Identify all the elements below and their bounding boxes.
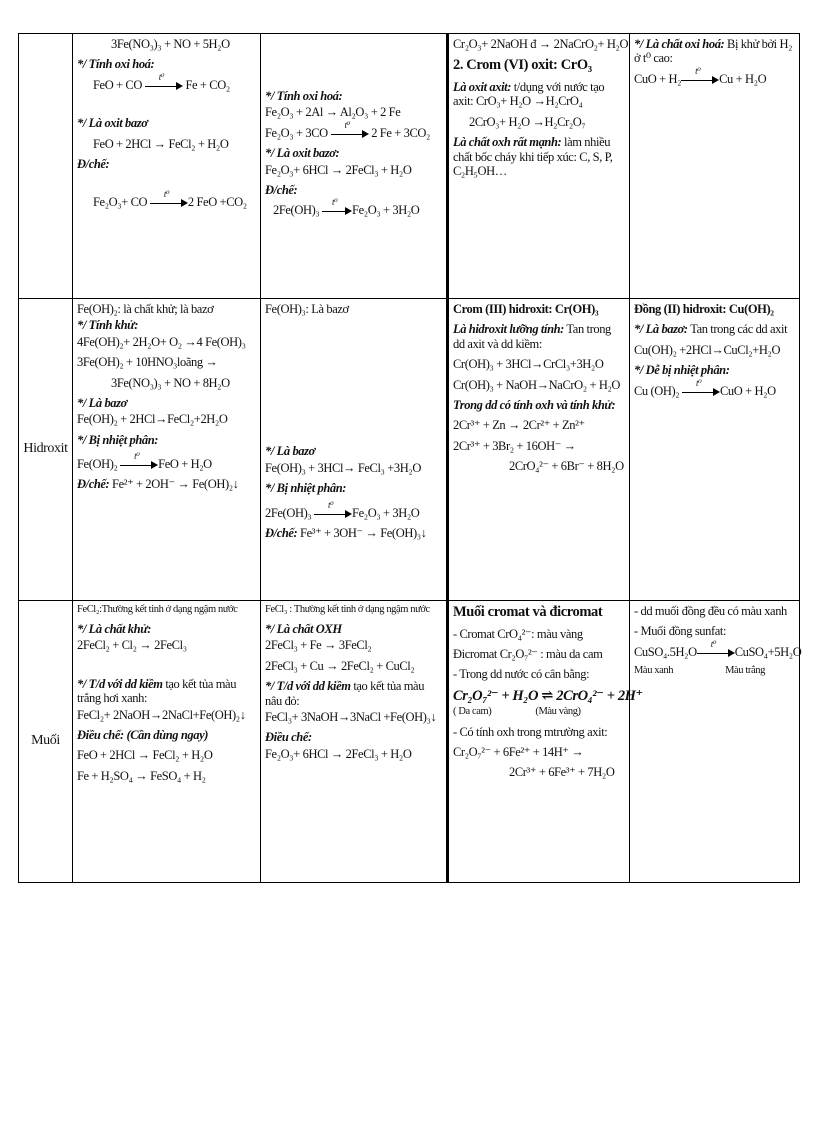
heat-arrow-icon: t⁰ xyxy=(697,648,735,658)
heat-arrow-icon: t⁰ xyxy=(314,509,352,519)
heading-base: */ Là bazơ xyxy=(265,444,315,459)
heading-cro3: 2. Crom (VI) oxit: CrO₃ xyxy=(453,57,592,74)
paragraph: Fe(OH)₂: là chất khử; là bazơ xyxy=(77,302,214,316)
cell-hidroxit-cu xyxy=(630,299,800,601)
table-row-oxit xyxy=(19,34,800,299)
heading-thermal: */ Bị nhiệt phân: xyxy=(77,432,159,447)
heading-preparation: Điều chế: (Cần dùng ngay) xyxy=(77,727,208,742)
cell-hidroxit-fe2 xyxy=(73,299,261,601)
equation: Cu (OH)₂ t⁰ CuO + H₂O xyxy=(634,377,776,398)
table-row-muoi xyxy=(19,601,800,883)
equation: 2Cr³⁺ + 3Br₂ + 16OH⁻ → xyxy=(453,438,576,453)
chemistry-summary-table xyxy=(18,33,800,883)
heading-basic-oxide: */ Là oxit bazơ xyxy=(77,116,148,131)
equation: 2CrO₃+ H₂O →H₂Cr₂O₇ xyxy=(469,114,586,129)
cell-oxit-fe3 xyxy=(261,34,448,299)
equation: Fe(OH)₃ + 3HCl→ FeCl₃ +3H₂O xyxy=(265,460,421,475)
equation: Cr₂O₇²⁻ + H₂O ⇌ 2CrO₄²⁻ + 2H⁺ xyxy=(453,687,643,704)
row-header-muoi: Muối xyxy=(19,601,73,883)
cell-muoi-fe3 xyxy=(261,601,448,883)
equation: FeO + 2HCl → FeCl₂ + H₂O xyxy=(77,748,213,763)
paragraph: Là chất oxh rất mạnh: làm nhiều chất bốc cháy khi tiếp xúc: C, S, P, C₂H₅OH… xyxy=(453,135,613,178)
equation: Fe + H₂SO₄ → FeSO₄ + H₂ xyxy=(77,768,206,783)
heat-arrow-icon: t⁰ xyxy=(331,129,369,139)
heading-reducing: */ Là chất khử: xyxy=(77,622,152,637)
cell-hidroxit-cr xyxy=(448,299,630,601)
cell-oxit-fe2 xyxy=(73,34,261,299)
paragraph: Đicromat Cr₂O₇²⁻ : màu da cam xyxy=(453,647,603,662)
heading-reducing: */ Tính khử: xyxy=(77,318,139,333)
heading-thermal: */ Dễ bị nhiệt phân: xyxy=(634,363,730,378)
equation: Fe₂O₃+ 6HCl → 2FeCl₃ + H₂O xyxy=(265,746,412,761)
paragraph: FeCl₃ : Thường kết tinh ở dạng ngậm nước xyxy=(265,604,430,615)
equation: Đ/chế: Fe²⁺ + 2OH⁻ → Fe(OH)₂↓ xyxy=(77,477,239,492)
equation: Cr₂O₃+ 2NaOH đ → 2NaCrO₂+ H₂O xyxy=(453,37,629,51)
paragraph: */ Là bazơ: Tan trong các dd axit xyxy=(634,322,788,337)
paragraph: */ T/d với dd kiềm tạo kết tủa màu trắng hơi xanh: xyxy=(77,676,237,706)
cell-oxit-cr xyxy=(448,34,630,299)
paragraph: */ Là chất oxi hoá: Bị khử bởi H₂ ở t⁰ cao: xyxy=(634,37,793,66)
equation: 2Cr³⁺ + Zn → 2Cr²⁺ + Zn²⁺ xyxy=(453,418,585,433)
equation: Cu(OH)₂ +2HCl→CuCl₂+H₂O xyxy=(634,342,781,357)
heading-preparation: Đ/chế: xyxy=(265,182,298,197)
heading-thermal: */ Bị nhiệt phân: xyxy=(265,481,347,496)
equation: CuSO₄.5H₂O t⁰ CuSO₄+5H₂O xyxy=(634,638,802,659)
equation: CuO + H₂ t⁰ Cu + H₂O xyxy=(634,65,767,86)
heading-oxidizing: */ Tính oxi hoá: xyxy=(77,57,155,72)
equation: FeO + 2HCl → FeCl₂ + H₂O xyxy=(93,136,229,151)
paragraph: Fe(OH)₃: Là bazơ xyxy=(265,302,349,316)
row-header-hidroxit: Hidroxit xyxy=(19,299,73,601)
heading-base: */ Là bazơ xyxy=(77,395,127,410)
heading-chromate: Muối cromat và đicromat xyxy=(453,604,603,620)
heading-redox: Trong dd có tính oxh và tính khử: xyxy=(453,397,616,412)
paragraph: - Muối đồng sunfat: xyxy=(634,624,727,639)
equation: 2FeCl₂ + Cl₂ → 2FeCl₃ xyxy=(77,638,187,653)
cell-hidroxit-fe3 xyxy=(261,299,448,601)
equation: Fe(OH)₂ t⁰ FeO + H₂O xyxy=(77,451,212,471)
equation: Fe₂O₃ + 2Al → Al₂O₃ + 2 Fe xyxy=(265,105,401,120)
heading-preparation: Điều chế: xyxy=(265,730,312,745)
equation: Fe(OH)₂ + 2HCl→FeCl₂+2H₂O xyxy=(77,412,228,427)
table-row-hidroxit xyxy=(19,299,800,601)
paragraph: */ T/d với dd kiềm tạo kết tủa màu nâu đỏ: xyxy=(265,679,425,708)
caption: ( Da cam) (Màu vàng) xyxy=(453,706,581,718)
equation: 2FeCl₃ + Cu → 2FeCl₂ + CuCl₂ xyxy=(265,658,415,673)
cell-muoi-fe2 xyxy=(73,601,261,883)
equation: Cr(OH)₃ + 3HCl→CrCl₃+3H₂O xyxy=(453,357,604,372)
equation: Fe₂O₃+ 6HCl → 2FeCl₃ + H₂O xyxy=(265,162,412,177)
equation: FeO + CO t⁰ Fe + CO₂ xyxy=(93,71,230,92)
paragraph: Là oxit axit: t/dụng với nước tạo axit: CrO₃+ H₂O →H₂CrO₄ xyxy=(453,80,605,109)
heading-cr-oh3: Crom (III) hidroxit: Cr(OH)₃ xyxy=(453,302,599,316)
equation: 2CrO₄²⁻ + 6Br⁻ + 8H₂O xyxy=(509,459,624,473)
heading-basic-oxide: */ Là oxit bazơ: xyxy=(265,146,340,161)
equation: FeCl₂+ 2NaOH→2NaCl+Fe(OH)₂↓ xyxy=(77,707,246,722)
equation: Cr(OH)₃ + NaOH→NaCrO₂ + H₂O xyxy=(453,377,621,392)
paragraph: Là hidroxit lưỡng tính: Tan trong dd axit và dd kiềm: xyxy=(453,322,611,351)
caption: Màu xanh Màu trắng xyxy=(634,665,765,677)
equation: Cr₂O₇²⁻ + 6Fe²⁺ + 14H⁺ → xyxy=(453,744,584,759)
cell-muoi-cu xyxy=(630,601,800,883)
equation: 2FeCl₃ + Fe → 3FeCl₂ xyxy=(265,638,372,653)
heat-arrow-icon: t⁰ xyxy=(322,206,352,216)
paragraph: - Trong dd nước có cân bằng: xyxy=(453,667,590,682)
heading-preparation: Đ/chế: xyxy=(77,156,110,171)
paragraph: - dd muối đồng đều có màu xanh xyxy=(634,604,787,618)
cell-muoi-cr xyxy=(448,601,643,883)
equation: FeCl₃+ 3NaOH→3NaCl +Fe(OH)₃↓ xyxy=(265,709,437,724)
equation: Fe₂O₃+ CO t⁰ 2 FeO +CO₂ xyxy=(93,189,247,210)
paragraph: - Cromat CrO₄²⁻: màu vàng xyxy=(453,626,583,641)
heading-oxidizing: */ Là chất OXH xyxy=(265,622,342,637)
heat-arrow-icon: t⁰ xyxy=(682,387,720,397)
equation: Fe₂O₃ + 3CO t⁰ 2 Fe + 3CO₂ xyxy=(265,119,430,140)
heat-arrow-icon: t⁰ xyxy=(681,75,719,85)
equation: 4Fe(OH)₂+ 2H₂O+ O₂ →4 Fe(OH)₃ xyxy=(77,334,246,349)
equation: 2Cr³⁺ + 6Fe³⁺ + 7H₂O xyxy=(509,765,615,780)
cell-oxit-cu xyxy=(630,34,800,299)
heat-arrow-icon: t⁰ xyxy=(145,81,183,91)
heading-cu-oh2: Đồng (II) hidroxit: Cu(OH)₂ xyxy=(634,302,774,316)
heat-arrow-icon: t⁰ xyxy=(120,460,158,470)
equation: 2Fe(OH)₃ t⁰ Fe₂O₃ + 3H₂O xyxy=(273,197,420,218)
paragraph: FeCl₂:Thường kết tinh ở dạng ngậm nước xyxy=(77,604,238,615)
equation: 3Fe(NO₃)₃ + NO + 8H₂O xyxy=(111,375,230,390)
equation: 2Fe(OH)₃ t⁰ Fe₂O₃ + 3H₂O xyxy=(265,499,420,520)
paragraph: - Có tính oxh trong mtrường axit: xyxy=(453,724,608,739)
equation: 3Fe(OH)₂ + 10HNO₃loãng → xyxy=(77,355,218,370)
equation: 3Fe(NO₃)₃ + NO + 5H₂O xyxy=(111,37,230,51)
heading-oxidizing: */ Tính oxi hoá: xyxy=(265,89,343,103)
row-header-oxit xyxy=(19,34,73,299)
heat-arrow-icon: t⁰ xyxy=(150,198,188,208)
equation: Đ/chế: Fe³⁺ + 3OH⁻ → Fe(OH)₃↓ xyxy=(265,525,427,540)
